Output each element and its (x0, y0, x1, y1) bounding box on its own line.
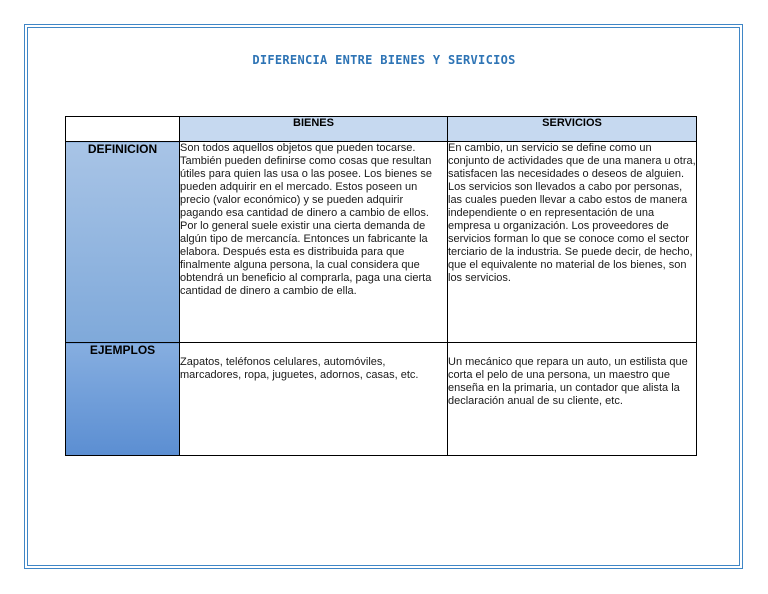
header-corner-cell (66, 117, 180, 142)
definicion-servicios-cell: En cambio, un servicio se define como un conjunto de actividades que de una manera u otra, satisfacen las necesidades o deseos de alguien. Los servicios son llevados a cabo por personas, las cuales pueden llevar a cabo estos de manera independiente o en representación de una empresa u organización. Los proveedores de servicios forman lo que se conoce como el sector terciario de la industria. Se puede decir, de hecho, que el equivalente no material de los bienes, son los servicios. (448, 142, 697, 343)
ejemplos-bienes-cell: Zapatos, teléfonos celulares, automóviles, marcadores, ropa, juguetes, adornos, casas, etc. (180, 343, 448, 456)
ejemplos-servicios-cell: Un mecánico que repara un auto, un estilista que corta el pelo de una persona, un maestro que enseña en la primaria, un contador que alista la declaración anual de su cliente, etc. (448, 343, 697, 456)
table-row-ejemplos (66, 343, 697, 456)
document-title: DIFERENCIA ENTRE BIENES Y SERVICIOS (252, 53, 516, 67)
table-row-definicion (66, 142, 697, 343)
definicion-bienes-cell: Son todos aquellos objetos que pueden tocarse. También pueden definirse como cosas que resultan útiles para quien las usa o las posee. Los bienes se pueden adquirir en el mercado. Estos poseen un precio (valor económico) y se pueden adquirir pagando esa cantidad de dinero a cambio de ellos. Por lo general suele existir una cierta demanda de algún tipo de mercancía. Entonces un fabricante la elabora. Después esta es distribuida para que finalmente alguna persona, la cual considera que obtendrá un beneficio al comprarla, paga una cierta cantidad de dinero a cambio de ella. (180, 142, 448, 343)
table-header-row (66, 117, 697, 142)
header-bienes: BIENES (180, 117, 448, 142)
header-servicios: SERVICIOS (448, 117, 697, 142)
comparison-table (65, 116, 697, 456)
row-label-definicion: DEFINICION (66, 142, 180, 343)
row-label-ejemplos: EJEMPLOS (66, 343, 180, 456)
